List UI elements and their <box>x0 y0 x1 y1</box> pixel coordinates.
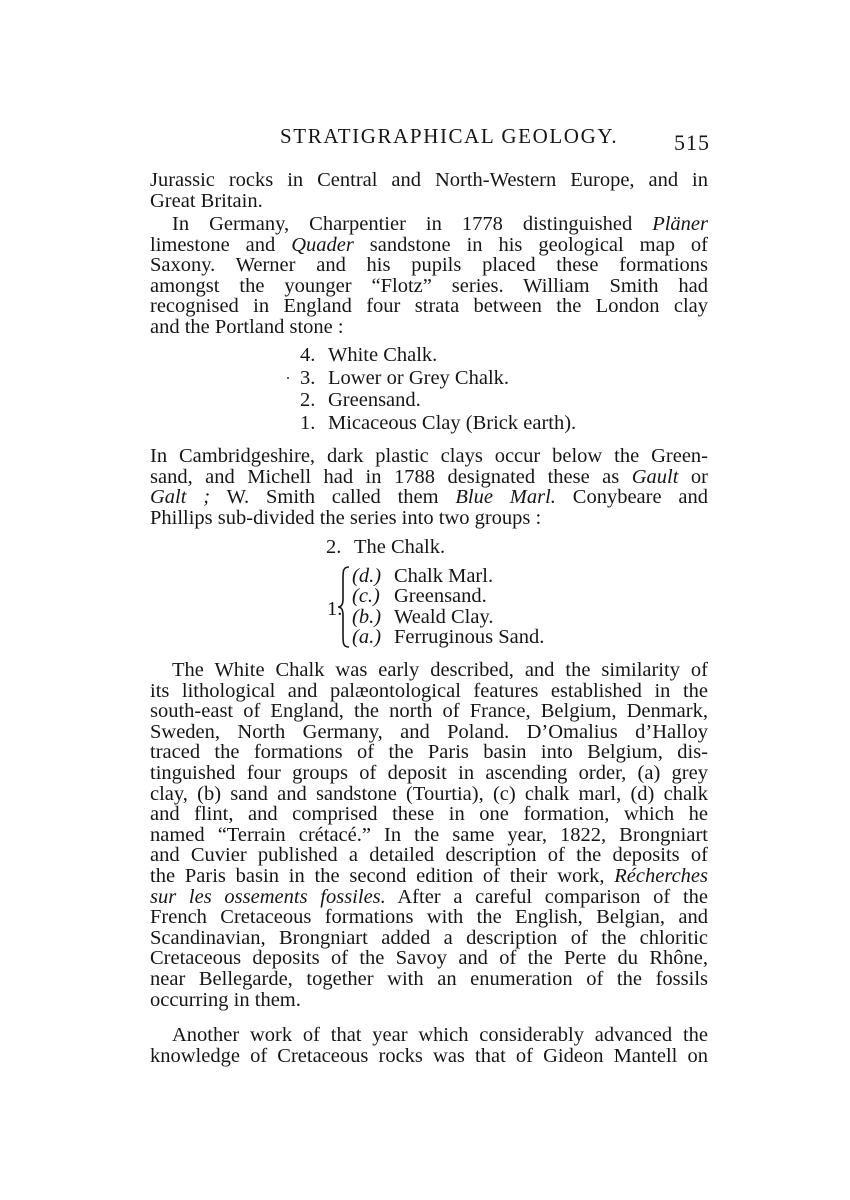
text-line: near Bellegarde, together with an enumeration of the fossils <box>150 967 708 990</box>
text-line: Phillips sub-divided the series into two groups : <box>150 506 542 529</box>
text-line: south-east of England, the north of France, Belgium, Denmark, <box>150 700 708 723</box>
paragraph-3 <box>150 446 708 528</box>
text-line: Saxony. Werner and his pupils placed these formations <box>150 254 708 277</box>
text-line: Great Britain. <box>150 189 263 212</box>
text-line: knowledge of Cretaceous rocks was that of Gideon Mantell on <box>150 1044 708 1067</box>
text-line: tinguished four groups of deposit in ascending order, (a) grey <box>150 761 708 784</box>
left-brace-icon <box>337 565 351 649</box>
list-item: 2. The Chalk. <box>326 536 446 558</box>
text-line: French Cretaceous formations with the English, Belgian, and <box>150 906 708 929</box>
smith-strata-list <box>300 344 576 435</box>
paragraph-5 <box>150 1025 708 1066</box>
italic-term: Gault <box>631 465 679 488</box>
text-line: amongst the younger “Flotz” series. William Smith had <box>150 274 708 297</box>
text-line: and flint, and comprised these in one formation, which he <box>150 803 708 826</box>
text-line: recognised in England four strata between the London clay <box>150 295 708 318</box>
italic-term: Pläner <box>652 213 708 235</box>
page-header <box>150 118 710 158</box>
text-line: Scandinavian, Brongniart added a description of the chloritic <box>150 926 708 949</box>
list-item: 1. Micaceous Clay (Brick earth). <box>300 412 577 435</box>
italic-term: sur les ossements fossiles. <box>150 885 386 908</box>
running-title: STRATIGRAPHICAL GEOLOGY. <box>280 124 619 148</box>
group-1-items <box>352 566 544 647</box>
text-line: clay, (b) sand and sandstone (Tourtia), (c) chalk marl, (d) chalk <box>150 782 708 805</box>
text-line: sand, and Michell had in 1788 designated these as Gault or <box>150 465 708 488</box>
italic-term: Quader <box>291 233 354 256</box>
text-line: Another work of that year which considerably advanced the <box>172 1024 708 1046</box>
text-line: the Paris basin in the second edition of their work, Récherches <box>150 864 708 887</box>
text-line: traced the formations of the Paris basin into Belgium, dis- <box>150 741 708 764</box>
text-line: Galt ; W. Smith called them Blue Marl. Conybeare and <box>150 486 708 509</box>
list-item: (a.) Ferruginous Sand. <box>352 625 545 648</box>
list-item: 3. Lower or Grey Chalk. <box>300 366 510 389</box>
list-item: (b.) Weald Clay. <box>352 605 494 628</box>
text-line: named “Terrain crétacé.” In the same year, 1822, Brongniart <box>150 823 708 846</box>
text-line: sur les ossements fossiles. After a careful comparison of the <box>150 885 708 908</box>
text-line: The White Chalk was early described, and the similarity of <box>172 659 708 681</box>
italic-term: Galt ; <box>150 486 211 509</box>
italic-term: Récherches <box>614 864 708 887</box>
text-line: occurring in them. <box>150 988 301 1011</box>
group-2 <box>326 536 445 559</box>
text-line: Cretaceous deposits of the Savoy and of the Perte du Rhône, <box>150 947 708 970</box>
text-line: its lithological and palæontological features established in the <box>150 679 708 702</box>
paragraph-2 <box>150 214 708 338</box>
text-line: In Germany, Charpentier in 1778 distinguished Pläner <box>172 213 708 235</box>
ink-speck <box>287 377 289 379</box>
list-item: 2. Greensand. <box>300 389 421 412</box>
text-line: Jurassic rocks in Central and North-Western Europe, and in <box>150 169 708 191</box>
paragraph-4 <box>150 660 708 1010</box>
list-item: (c.) Greensand. <box>352 585 487 608</box>
text-line: Sweden, North Germany, and Poland. D’Omalius d’Halloy <box>150 720 708 743</box>
group-1-label: 1. <box>327 598 343 620</box>
text-line: and the Portland stone : <box>150 315 344 338</box>
page-number: 515 <box>674 130 710 155</box>
text-line: limestone and Quader sandstone in his geological map of <box>150 233 708 256</box>
list-item: (d.) Chalk Marl. <box>352 565 494 587</box>
italic-term: Blue Marl. <box>455 486 556 509</box>
paragraph-1 <box>150 170 708 211</box>
list-item: 4. White Chalk. <box>300 344 438 366</box>
text-line: In Cambridgeshire, dark plastic clays occur below the Green- <box>150 445 708 467</box>
text-line: and Cuvier published a detailed description of the deposits of <box>150 844 708 867</box>
